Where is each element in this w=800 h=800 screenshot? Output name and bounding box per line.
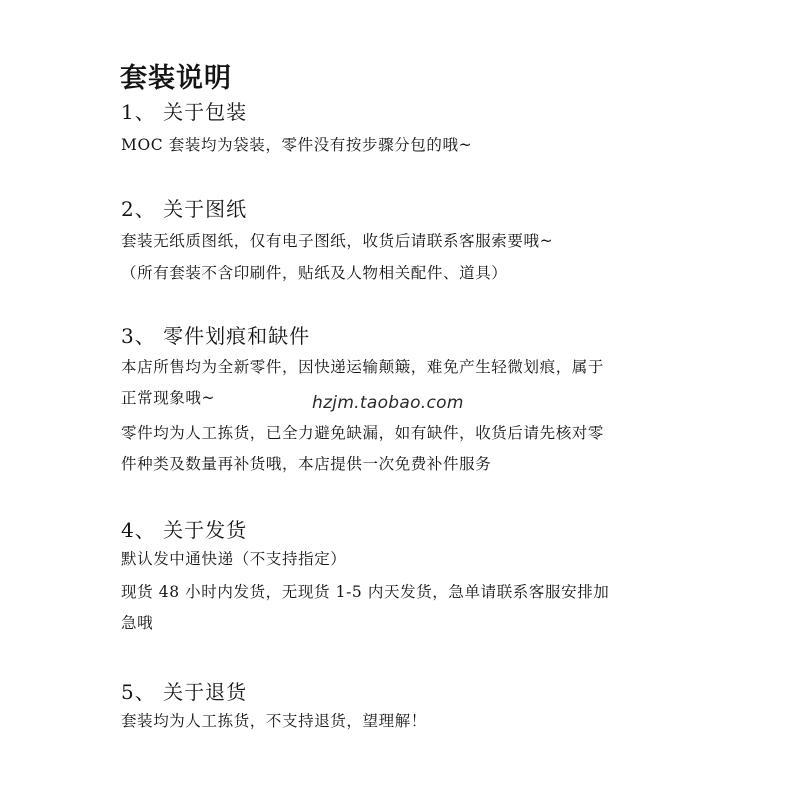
section-line: 默认发中通快递（不支持指定） <box>121 550 347 568</box>
section-heading-returns: 5、 关于退货 <box>121 680 248 704</box>
store-watermark: hzjm.taobao.com <box>312 393 464 413</box>
section-heading-drawings: 2、 关于图纸 <box>121 197 248 221</box>
section-line: （所有套装不含印刷件，贴纸及人物相关配件、道具） <box>121 264 508 282</box>
section-line: 套装无纸质图纸，仅有电子图纸，收货后请联系客服索要哦~ <box>121 232 554 250</box>
section-line: MOC 套装均为袋装，零件没有按步骤分包的哦~ <box>121 136 473 154</box>
section-heading-shipping: 4、 关于发货 <box>121 518 248 542</box>
section-line: 本店所售均为全新零件，因快递运输颠簸，难免产生轻微划痕，属于 <box>121 358 605 376</box>
section-line: 零件均为人工拣货，已全力避免缺漏，如有缺件，收货后请先核对零 <box>121 424 605 442</box>
section-line: 现货 48 小时内发货，无现货 1-5 内天发货，急单请联系客服安排加 <box>121 583 610 601</box>
section-line: 件种类及数量再补货哦，本店提供一次免费补件服务 <box>121 455 492 473</box>
section-line: 套装均为人工拣货，不支持退货，望理解！ <box>121 712 427 730</box>
document-title: 套装说明 <box>120 63 232 94</box>
section-heading-scratches-missing: 3、 零件划痕和缺件 <box>121 324 311 348</box>
section-line: 正常现象哦~ <box>121 389 216 407</box>
section-heading-packaging: 1、 关于包装 <box>121 100 248 124</box>
section-line: 急哦 <box>121 614 154 632</box>
